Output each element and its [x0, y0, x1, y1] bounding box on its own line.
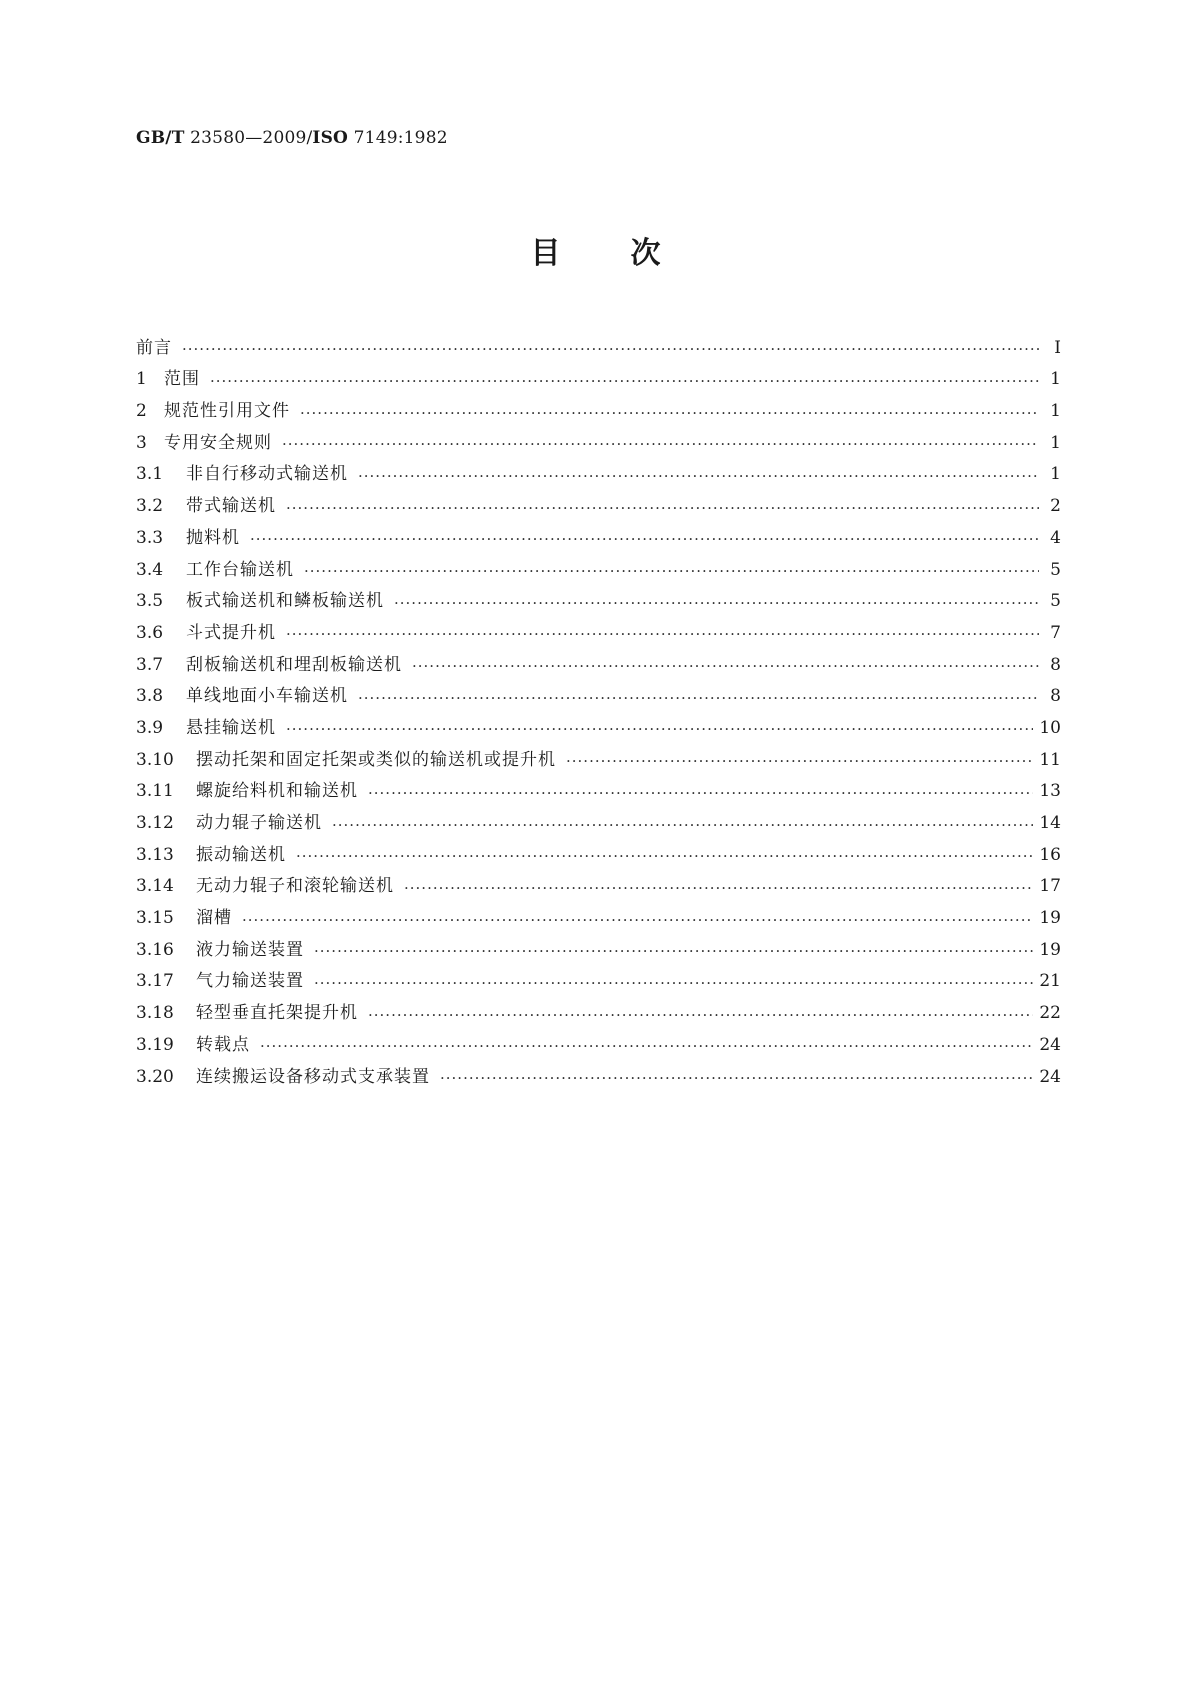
toc-entry-title: 板式输送机和鳞板输送机 — [186, 591, 384, 612]
toc-entry-page: 8 — [1050, 686, 1061, 707]
toc-leader-dots — [282, 436, 1039, 453]
toc-entry[interactable] — [136, 706, 1061, 738]
toc-entry-title: 无动力辊子和滚轮输送机 — [196, 876, 394, 897]
toc-entry-number: 3.16 — [136, 939, 174, 960]
toc-leader-dots — [300, 405, 1039, 422]
toc-entry-page: 17 — [1039, 876, 1061, 897]
toc-entry-number: 3 — [136, 432, 147, 453]
toc-entry-page: 19 — [1039, 908, 1061, 929]
toc-entry-page: 24 — [1039, 1066, 1061, 1087]
toc-entry[interactable] — [136, 896, 1061, 928]
toc-leader-dots — [314, 975, 1033, 992]
toc-entry-number: 3.7 — [136, 654, 164, 675]
toc-leader-dots — [182, 341, 1039, 358]
toc-entry-number: 3.5 — [136, 591, 164, 612]
toc-entry-title: 转载点 — [196, 1034, 250, 1055]
toc-entry[interactable] — [136, 453, 1061, 485]
toc-entry-number: 3.13 — [136, 844, 174, 865]
toc-entry-page: 1 — [1050, 369, 1061, 390]
toc-entry-number: 3.6 — [136, 622, 164, 643]
toc-entry-page: 7 — [1050, 622, 1061, 643]
toc-entry[interactable] — [136, 738, 1061, 770]
toc-entry[interactable] — [136, 1055, 1061, 1087]
toc-entry[interactable] — [136, 865, 1061, 897]
toc-entry[interactable] — [136, 611, 1061, 643]
toc-entry-title: 摆动托架和固定托架或类似的输送机或提升机 — [196, 749, 556, 770]
title-char-2: 次 — [630, 236, 661, 271]
toc-entry-number: 3.3 — [136, 527, 164, 548]
toc-entry-page: 8 — [1050, 654, 1061, 675]
toc-entry-title: 范围 — [164, 369, 200, 390]
toc-entry-number: 2 — [136, 401, 147, 422]
toc-leader-dots — [250, 531, 1039, 548]
toc-entry-number: 3.11 — [136, 781, 174, 802]
toc-entry[interactable] — [136, 675, 1061, 707]
toc-entry-title: 振动输送机 — [196, 844, 286, 865]
toc-entry[interactable] — [136, 389, 1061, 421]
toc-entry[interactable] — [136, 516, 1061, 548]
toc-leader-dots — [404, 880, 1033, 897]
toc-leader-dots — [314, 943, 1033, 960]
toc-entry-number: 3.15 — [136, 908, 174, 929]
table-of-contents — [136, 326, 1061, 1087]
toc-entry[interactable] — [136, 991, 1061, 1023]
toc-entry[interactable] — [136, 1023, 1061, 1055]
toc-entry-number: 3.18 — [136, 1003, 174, 1024]
toc-entry[interactable] — [136, 960, 1061, 992]
toc-entry[interactable] — [136, 801, 1061, 833]
toc-leader-dots — [440, 1070, 1033, 1087]
header-iso: ISO — [312, 128, 349, 148]
toc-entry-page: 13 — [1039, 781, 1061, 802]
toc-entry-page: 22 — [1039, 1003, 1061, 1024]
toc-leader-dots — [304, 563, 1039, 580]
standard-number-header — [136, 128, 448, 148]
toc-entry[interactable] — [136, 421, 1061, 453]
toc-entry-page: 5 — [1050, 559, 1061, 580]
toc-entry-page: 11 — [1039, 749, 1061, 770]
toc-entry-page: 14 — [1039, 813, 1061, 833]
toc-entry-number: 3.8 — [136, 686, 164, 707]
toc-entry-number: 3.10 — [136, 749, 174, 770]
toc-entry-title: 轻型垂直托架提升机 — [196, 1003, 358, 1024]
toc-entry[interactable] — [136, 326, 1061, 358]
toc-entry-page: 5 — [1050, 591, 1061, 612]
header-iso-number: 7149:1982 — [348, 128, 448, 148]
toc-leader-dots — [358, 690, 1039, 707]
toc-leader-dots — [368, 785, 1033, 802]
toc-entry-number: 3.19 — [136, 1034, 174, 1055]
toc-entry-title: 刮板输送机和埋刮板输送机 — [186, 654, 402, 675]
toc-leader-dots — [412, 658, 1039, 675]
toc-entry-page: 16 — [1039, 844, 1061, 865]
toc-entry-title: 专用安全规则 — [164, 432, 272, 453]
toc-entry-title: 单线地面小车输送机 — [186, 686, 348, 707]
toc-entry-number: 3.2 — [136, 496, 164, 517]
toc-entry[interactable] — [136, 770, 1061, 802]
toc-leader-dots — [260, 1038, 1033, 1055]
toc-entry-title: 规范性引用文件 — [164, 401, 290, 422]
toc-entry-title: 斗式提升机 — [186, 622, 276, 643]
toc-entry-number: 3.1 — [136, 464, 164, 485]
toc-leader-dots — [368, 1007, 1033, 1024]
toc-entry[interactable] — [136, 580, 1061, 612]
toc-entry-title: 悬挂输送机 — [186, 717, 276, 738]
toc-entry-number: 3.17 — [136, 971, 174, 992]
toc-entry-title: 液力输送装置 — [196, 939, 304, 960]
toc-entry-title: 螺旋给料机和输送机 — [196, 781, 358, 802]
page-title — [0, 228, 1191, 272]
header-number: 23580—2009/ — [184, 128, 313, 148]
toc-leader-dots — [394, 595, 1039, 612]
toc-entry[interactable] — [136, 643, 1061, 675]
toc-entry-title: 前言 — [136, 337, 172, 358]
toc-leader-dots — [242, 912, 1033, 929]
title-char-1: 目 — [530, 236, 561, 271]
toc-entry-title: 抛料机 — [186, 527, 240, 548]
toc-entry[interactable] — [136, 548, 1061, 580]
toc-entry-number: 3.20 — [136, 1066, 174, 1087]
toc-leader-dots — [286, 500, 1039, 517]
toc-entry-title: 溜槽 — [196, 908, 232, 929]
toc-entry[interactable] — [136, 484, 1061, 516]
toc-entry-number: 1 — [136, 369, 147, 390]
toc-entry-title: 气力输送装置 — [196, 971, 304, 992]
toc-entry-page: 1 — [1050, 464, 1061, 485]
toc-leader-dots — [210, 373, 1039, 390]
toc-entry-page: 1 — [1050, 401, 1061, 422]
toc-entry-title: 非自行移动式输送机 — [186, 464, 348, 485]
toc-entry-title: 工作台输送机 — [186, 559, 294, 580]
toc-entry[interactable] — [136, 358, 1061, 390]
toc-leader-dots — [566, 753, 1033, 770]
toc-entry-number: 3.14 — [136, 876, 174, 897]
toc-entry-page: 21 — [1039, 971, 1061, 992]
toc-leader-dots — [358, 468, 1039, 485]
toc-leader-dots — [286, 626, 1039, 643]
header-gbt: GB/T — [136, 128, 185, 148]
toc-entry-page: 10 — [1039, 717, 1061, 738]
toc-entry-title: 连续搬运设备移动式支承装置 — [196, 1066, 430, 1087]
toc-leader-dots — [296, 848, 1033, 865]
toc-entry-page: 24 — [1039, 1034, 1061, 1055]
toc-entry-page: 19 — [1039, 939, 1061, 960]
toc-entry[interactable] — [136, 833, 1061, 865]
toc-entry-number: 3.12 — [136, 813, 174, 833]
toc-entry-title: 带式输送机 — [186, 496, 276, 517]
toc-leader-dots — [286, 721, 1033, 738]
toc-entry-page: Ⅰ — [1054, 337, 1061, 358]
toc-entry-page: 1 — [1050, 432, 1061, 453]
toc-entry-page: 4 — [1050, 527, 1061, 548]
toc-leader-dots — [332, 817, 1033, 834]
toc-entry[interactable] — [136, 928, 1061, 960]
toc-entry-title: 动力辊子输送机 — [196, 813, 322, 833]
toc-entry-page: 2 — [1050, 496, 1061, 517]
toc-entry-number: 3.9 — [136, 717, 164, 738]
toc-entry-number: 3.4 — [136, 559, 164, 580]
